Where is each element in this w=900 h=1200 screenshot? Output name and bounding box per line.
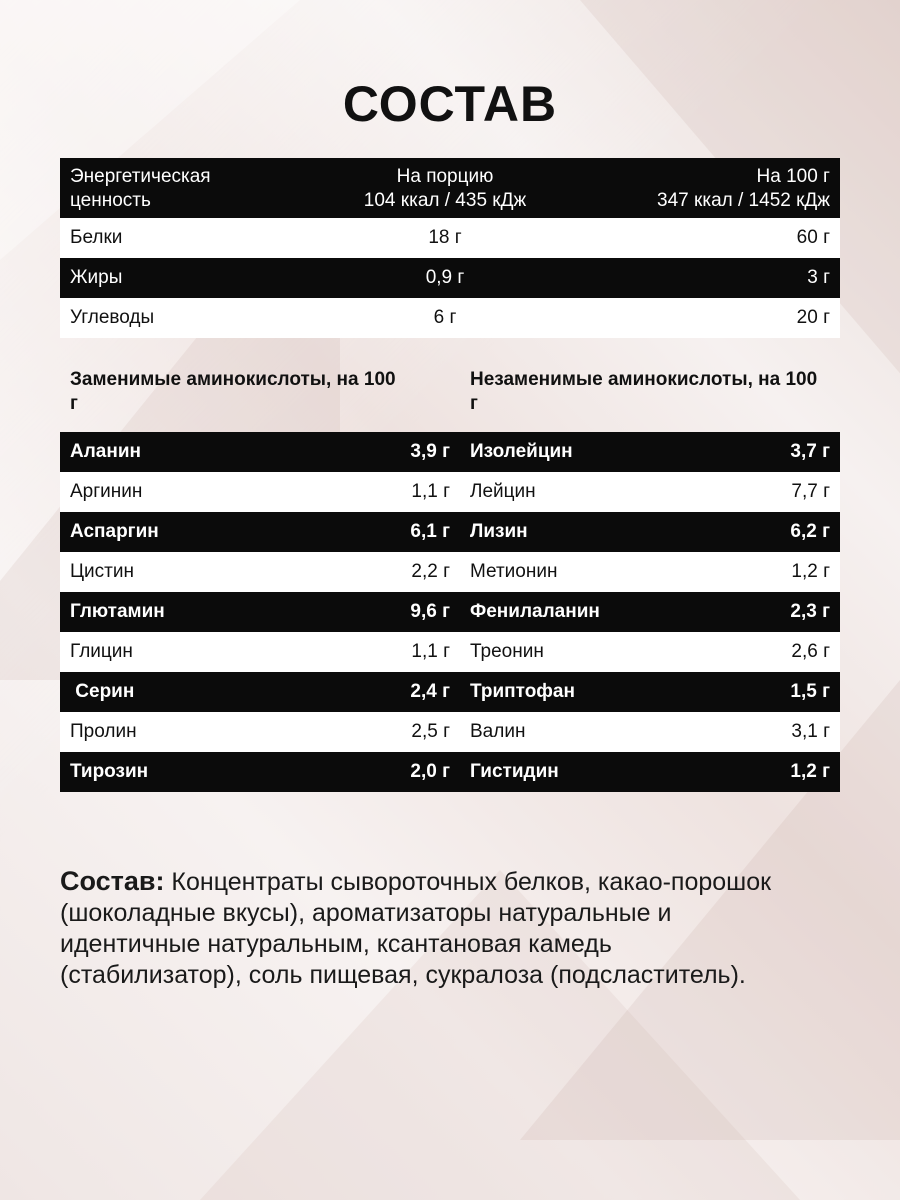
nutrient-per100: 60 г (796, 227, 830, 248)
table-row (60, 632, 840, 672)
nutrient-name: Белки (70, 227, 123, 248)
amino-name: Пролин (70, 721, 137, 742)
per-100-label: На 100 г (756, 166, 830, 187)
table-row (60, 592, 840, 632)
nutrition-row-fat (60, 258, 840, 298)
amino-value: 2,2 г (411, 561, 450, 582)
per-serving-label: На порцию (396, 166, 494, 187)
amino-value: 1,5 г (790, 681, 830, 702)
per-serving-energy: 104 ккал / 435 кДж (363, 190, 527, 211)
amino-value: 1,2 г (791, 561, 830, 582)
page-title: СОСТАВ (342, 76, 558, 132)
amino-name: Изолейцин (470, 441, 573, 462)
amino-value: 7,7 г (791, 481, 830, 502)
per-100-energy: 347 ккал / 1452 кДж (657, 190, 830, 211)
amino-name: Триптофан (470, 681, 575, 702)
table-row (60, 432, 840, 472)
amino-name: Цистин (70, 561, 134, 582)
amino-name: Аргинин (70, 481, 143, 502)
per-100-column (657, 165, 830, 213)
nutrient-serving: 6 г (433, 307, 457, 328)
amino-value: 3,9 г (410, 441, 450, 462)
amino-name: Лейцин (470, 481, 536, 502)
amino-name: Глютамин (70, 601, 165, 622)
amino-value: 2,6 г (791, 641, 830, 662)
amino-value: 2,3 г (790, 601, 830, 622)
amino-value: 6,2 г (790, 521, 830, 542)
amino-value: 3,1 г (791, 721, 830, 742)
table-row (60, 472, 840, 512)
amino-name: Глицин (70, 641, 133, 662)
amino-value: 9,6 г (410, 601, 450, 622)
nutrition-row-carbs (60, 298, 840, 338)
nutrient-per100: 3 г (807, 267, 830, 288)
amino-value: 3,7 г (790, 441, 830, 462)
nutrition-header-row (60, 158, 840, 218)
amino-name: Метионин (470, 561, 558, 582)
amino-name: Треонин (470, 641, 544, 662)
amino-name: Тирозин (70, 761, 149, 782)
composition-label: Состав: (60, 866, 165, 896)
energy-label: Энергетическая ценность (70, 166, 211, 211)
amino-value: 2,5 г (411, 721, 450, 742)
per-serving-column (300, 165, 590, 213)
amino-name: Валин (470, 721, 526, 742)
amino-name: Серин (70, 681, 135, 702)
table-row (60, 712, 840, 752)
table-row (60, 752, 840, 792)
table-row (60, 552, 840, 592)
amino-name: Гистидин (470, 761, 559, 782)
nutrient-name: Жиры (70, 267, 123, 288)
replaceable-amino-heading: Заменимые аминокислоты, на 100 г (70, 369, 396, 414)
nutrient-name: Углеводы (70, 307, 155, 328)
amino-name: Фенилаланин (470, 601, 600, 622)
nutrition-table (60, 158, 840, 338)
amino-name: Аланин (70, 441, 141, 462)
amino-name: Аспаргин (70, 521, 159, 542)
table-row (60, 672, 840, 712)
amino-value: 2,4 г (410, 681, 450, 702)
amino-value: 2,0 г (410, 761, 450, 782)
nutrient-per100: 20 г (796, 307, 830, 328)
composition-text (60, 866, 800, 991)
nutrition-row-protein (60, 218, 840, 258)
amino-value: 6,1 г (410, 521, 450, 542)
amino-value: 1,1 г (411, 641, 450, 662)
nutrient-serving: 0,9 г (425, 267, 465, 288)
amino-value: 1,2 г (790, 761, 830, 782)
amino-value: 1,1 г (411, 481, 450, 502)
amino-headings (60, 368, 840, 424)
composition-ingredients: Концентраты сывороточных белков, какао-порошок (шоколадные вкусы), ароматизаторы натуральные и идентичные натуральным, ксантановая камедь (стабилизатор), соль пищевая, сукралоза (подсластитель). (60, 868, 772, 989)
nutrient-serving: 18 г (428, 227, 462, 248)
essential-amino-heading: Незаменимые аминокислоты, на 100 г (470, 369, 818, 414)
amino-name: Лизин (470, 521, 528, 542)
amino-table (60, 432, 840, 792)
table-row (60, 512, 840, 552)
